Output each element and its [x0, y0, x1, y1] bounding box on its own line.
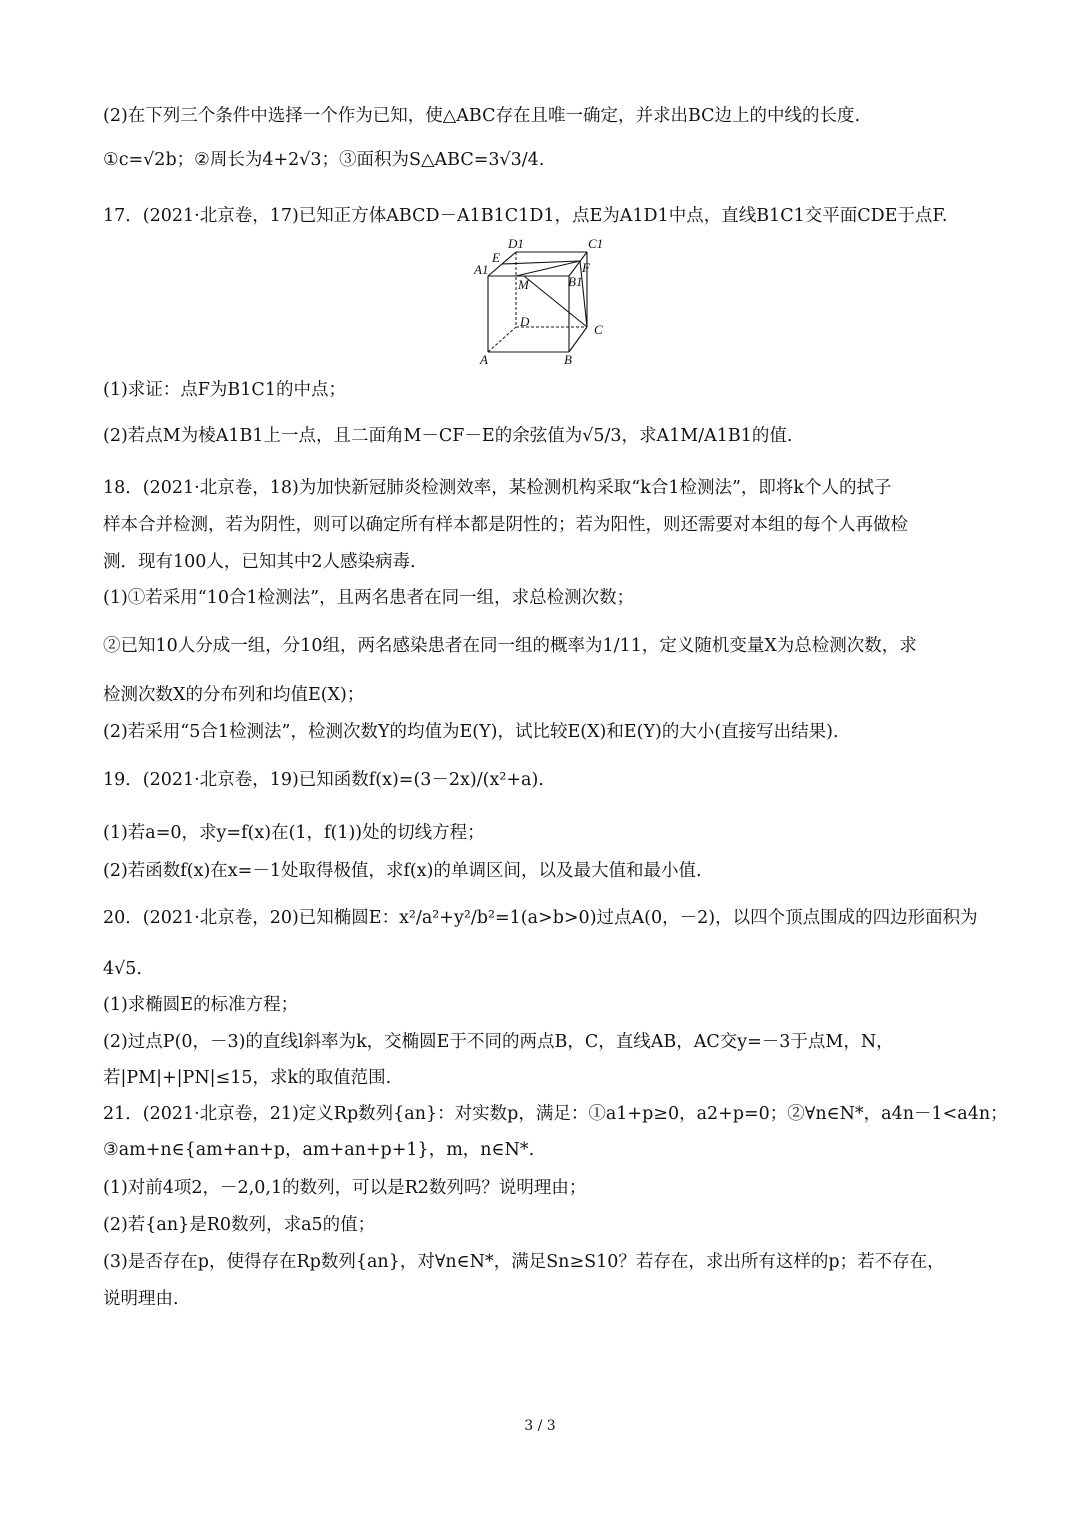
label-F: F: [582, 260, 590, 275]
p16-cond1: ①c=√2b: [103, 150, 177, 170]
p20-part2b: 若|PM|+|PN|≤15，求k的取值范围.: [103, 1068, 392, 1088]
p21-part3b: 说明理由.: [103, 1289, 179, 1309]
p17-part1: (1)求证：点F为B1C1的中点；: [103, 380, 346, 400]
p21-part2: (2)若{an}是R0数列，求a5的值；: [103, 1215, 376, 1235]
p19-part1: (1)若a=0，求y=f(x)在(1，f(1))处的切线方程；: [103, 823, 485, 843]
cube-figure: [470, 234, 620, 368]
p16-cond3: ③面积为S△ABC=3√3/4.: [339, 150, 545, 170]
label-C: C: [594, 322, 603, 337]
label-B1: B1: [568, 274, 583, 289]
p20-part2: (2)过点P(0，－3)的直线l斜率为k，交椭圆E于不同的两点B，C，直线AB，AC交y=－3于点M，N，: [103, 1032, 894, 1052]
p21-part1: (1)对前4项2，－2,0,1的数列，可以是R2数列吗？说明理由；: [103, 1178, 587, 1198]
label-D1: D1: [508, 236, 524, 251]
label-M: M: [518, 277, 529, 292]
label-D: D: [520, 314, 530, 329]
p21-header-cont: ③am+n∈{am+an+p，am+an+p+1}，m，n∈N*.: [103, 1140, 535, 1160]
p20-header-cont: 4√5.: [103, 959, 142, 979]
p17-header: 17．(2021·北京卷，17)已知正方体ABCD－A1B1C1D1，点E为A1D1中点，直线B1C1交平面CDE于点F.: [103, 206, 948, 226]
p20-header: 20．(2021·北京卷，20)已知椭圆E：x²/a²+y²/b²=1(a>b>0)过点A(0，－2)，以四个顶点围成的四边形面积为: [103, 908, 978, 928]
p21-part3: (3)是否存在p，使得存在Rp数列{an}，对∀n∈N*，满足Sn≥S10？若存在，求出所有这样的p；若不存在，: [103, 1252, 945, 1272]
label-A: A: [480, 352, 488, 367]
p18-line2: 样本合并检测，若为阴性，则可以确定所有样本都是阴性的；若为阳性，则还需要对本组的每个人再做检: [103, 515, 908, 535]
label-B: B: [564, 352, 572, 367]
p20-part1: (1)求椭圆E的标准方程；: [103, 995, 299, 1015]
p18-line1: 18．(2021·北京卷，18)为加快新冠肺炎检测效率，某检测机构采取“k合1检测法”，即将k个人的拭子: [103, 478, 892, 498]
p18-part1c: 检测次数X的分布列和均值E(X)；: [103, 685, 365, 705]
p16-part2: (2)在下列三个条件中选择一个作为已知，使△ABC存在且唯一确定，并求出BC边上的中线的长度.: [103, 106, 861, 126]
p19-header: 19．(2021·北京卷，19)已知函数f(x)=(3－2x)/(x²+a).: [103, 770, 544, 790]
p18-part1: (1)①若采用“10合1检测法”，且两名患者在同一组，求总检测次数；: [103, 588, 635, 608]
label-C1: C1: [588, 236, 604, 251]
p18-line3: 测．现有100人，已知其中2人感染病毒.: [103, 552, 416, 572]
p18-part2: (2)若采用“5合1检测法”，检测次数Y的均值为E(Y)，试比较E(X)和E(Y)的大小(直接写出结果).: [103, 722, 839, 742]
p21-header: 21．(2021·北京卷，21)定义Rp数列{an}：对实数p，满足：①a1+p≥0，a2+p=0；②∀n∈N*，a4n－1<a4n；: [103, 1104, 1008, 1124]
p17-part2: (2)若点M为棱A1B1上一点，且二面角M－CF－E的余弦值为√5/3，求A1M/A1B1的值.: [103, 426, 793, 446]
p18-part1b: ②已知10人分成一组，分10组，两名感染患者在同一组的概率为1/11，定义随机变量X为总检测次数，求: [103, 636, 917, 656]
p16-cond2: ②周长为4+2√3: [194, 150, 322, 170]
page-number: 3 / 3: [524, 1418, 556, 1434]
label-A1: A1: [474, 262, 489, 277]
p16-conditions: ①c=√2b；②周长为4+2√3；③面积为S△ABC=3√3/4.: [103, 150, 545, 170]
p19-part2: (2)若函数f(x)在x=－1处取得极值，求f(x)的单调区间，以及最大值和最小值.: [103, 861, 702, 881]
label-E: E: [492, 250, 500, 265]
